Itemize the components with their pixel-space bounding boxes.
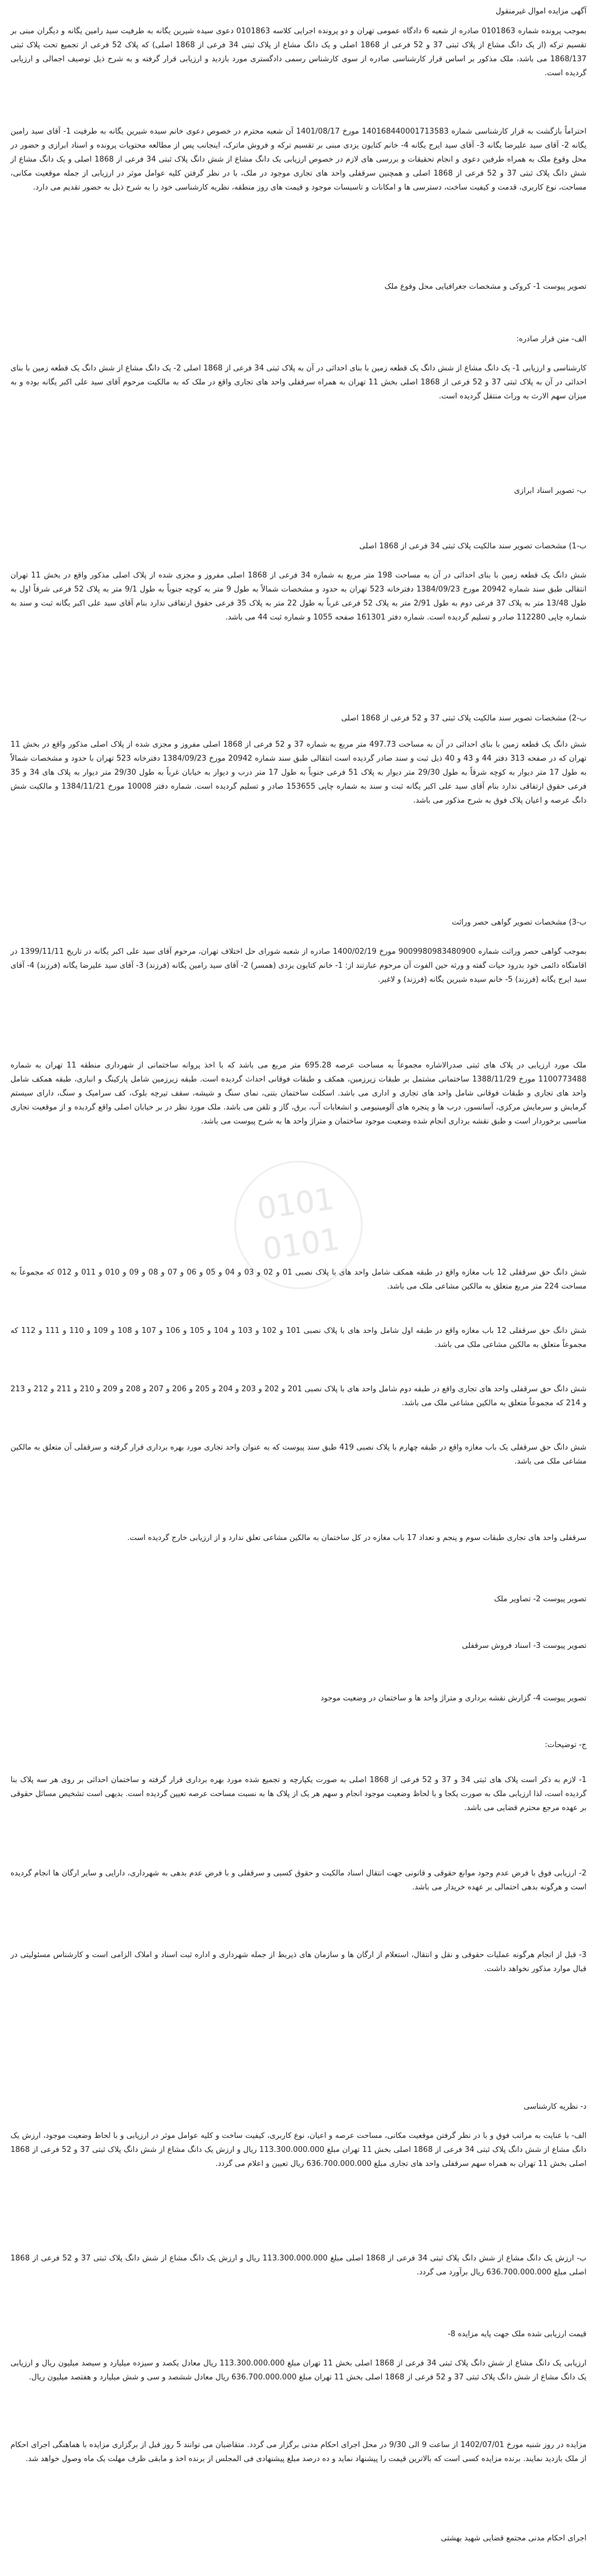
explanation-1: 1- لازم به ذکر است پلاک های ثبتی 34 و 37 و 52 فرعی از 1868 اصلی به صورت یکپارچه و تجمیع شده مورد بهره برداری قرار گرفته و ساختمان احداثی بر روی هر سه پلاک بنا گردیده است، لذا ارزیابی ملک به صورت یکجا و با لحاظ وضعیت موجود انجام و سهم هر یک از پلاک ها به نسبت مساحت عرصه تعیین گردیده است. بدیهی است تشخیص مسائل حقوقی بر عهده مرجع محترم قضایی می باشد. [10,1776,587,1812]
intro-paragraph-2: احتراماً بازگشت به قرار کارشناسی شماره 140168440001713583 مورخ 1401/08/17 آن شعبه محترم در خصوص دعوی خانم سیده شیرین یگانه به طرفیت 1- آقای سید رامین یگانه 2- آقای سید علیرضا یگانه 3- آقای سید ایرج یگانه 4- خانم کتایون یزدی مبنی بر تقسیم ترکه و فروش ماترک، اینجانب پس از مطالعه محتویات پرونده و اسناد ابرازی و حضور در محل وقوع ملک به همراه طرفین دعوی و انجام تحقیقات و بررسی های لازم در خصوص ارزیابی یک دانگ مشاع از شش دانگ پلاک ثبتی 34 فرعی از 1868 اصلی و یک دانگ مشاع از شش دانگ پلاک ثبتی 37 و 52 فرعی از 1868 اصلی و همچنین سرقفلی واحد های تجاری موجود در ملک، با در نظر گرفتن کلیه عوامل موثر در ارزیابی از جمله موقعیت مکانی، مساحت، نوع کاربری، قدمت و کیفیت ساخت، دسترسی ها و امکانات و تاسیسات موجود و قیمت های روز منطقه، نظریه کارشناسی خود را به شرح ذیل به حضور تقدیم می دارد. [10,127,587,192]
goodwill-item-1: شش دانگ حق سرقفلی 12 باب مغازه واقع در طبقه همکف شامل واحد های با پلاک نصبی 01 و 02 و 03 و 04 و 05 و 06 و 07 و 08 و 09 و 010 و 011 و 012 که مجموعاً به مساحت 224 متر مربع متعلق به مالکین مشاعی ملک می باشد. [10,1268,587,1291]
goodwill-item-2: شش دانگ حق سرقفلی 12 باب مغازه واقع در طبقه اول شامل واحد های با پلاک نصبی 101 و 102 و 103 و 104 و 105 و 106 و 107 و 108 و 109 و 110 و 111 و 112 که مجموعاً متعلق به مالکین مشاعی ملک می باشد. [10,1326,587,1349]
issuing-authority: اجرای احکام مدنی مجتمع قضایی شهید بهشتی [441,2534,587,2543]
section-alef-heading: الف- متن قرار صادره: [516,335,587,344]
goodwill-item-4: شش دانگ حق سرقفلی یک باب مغازه واقع در طبقه چهارم با پلاک نصبی 419 طبق سند پیوست که به عنوان واحد تجاری مورد بهره برداری قرار گرفته و سرقفلی آن متعلق به مالکین مشاعی ملک می باشد. [10,1443,587,1466]
watermark-line-2: 0101 [261,1222,342,1268]
attachment-3-heading: تصویر پیوست 3- اسناد فروش سرقفلی [462,1642,587,1650]
attachment-4-heading: تصویر پیوست 4- گزارش نقشه برداری و متراژ واحد ها و ساختمان در وضعیت موجود [320,1694,587,1703]
goodwill-item-3: شش دانگ حق سرقفلی واحد های تجاری واقع در طبقه دوم شامل واحد های با پلاک نصبی 201 و 202 و 203 و 204 و 205 و 206 و 207 و 208 و 209 و 210 و 211 و 212 و 213 و 214 که مجموعاً متعلق به مالکین مشاعی ملک می باشد. [10,1385,587,1408]
inheritance-certificate-heading: ب-3) مشخصات تصویر گواهی حصر وراثت [451,918,587,927]
section-jim-heading: ج- توضیحات: [545,1741,587,1749]
explanation-3: 3- قبل از انجام هرگونه عملیات حقوقی و نقل و انتقال، استعلام از ارگان ها و سازمان های ذیربط از جمله شهرداری و اداره ثبت اسناد و املاک الزامی است و کارشناس مسئولیتی در قبال موارد مذکور نخواهد داشت. [10,1951,587,1973]
watermark-line-1: 0101 [255,1181,336,1227]
property-description: ملک مورد ارزیابی در پلاک های ثبتی صدرالاشاره مجموعاً به مساحت عرصه 695.28 متر مربع می باشد که با اخذ پروانه ساختمانی از شهرداری منطقه 11 تهران به شماره 1100773488 مورخ 1388/11/29 ساختمانی مشتمل بر طبقات زیرزمین، همکف و طبقات فوقانی احداث گردیده است. طبقه زیرزمین شامل پارکینگ و انباری، طبقه همکف شامل واحد های تجاری و طبقات فوقانی شامل واحد های تجاری و اداری می باشد. اسکلت ساختمان بتنی، نمای سنگ و شیشه، سقف تیرچه بلوک، کف سرامیک و سنگ، دارای سیستم گرمایش و سرمایش مرکزی، آسانسور، درب ها و پنجره های آلومینیومی و انشعابات آب، برق، گاز و تلفن می باشد. ملک مورد نظر در بر خیابان اصلی واقع گردیده و از موقعیت تجاری مناسبی برخوردار است و طبق نقشه برداری انجام شده وضعیت موجود ساختمان و متراژ واحد ها به شرح پیوست می باشد. [10,1061,587,1126]
deed-34-text: شش دانگ یک قطعه زمین با بنای احداثی در آن به مساحت 198 متر مربع به شماره 34 فرعی از 1868 اصلی مفروز و مجزی شده از پلاک اصلی مذکور واقع در بخش 11 تهران انتقالی طبق سند شماره 20942 مورخ 1384/09/23 دفترخانه 523 تهران به حدود و مشخصات شمالاً به طول 9 متر به کوچه جنوباً به طول 9/1 متر به پلاک 52 فرعی شرقاً اول به طول 13/48 متر به پلاک 37 فرعی دوم به طول 2/91 متر به پلاک 52 فرعی غرباً به طول 22 متر به پلاک 35 فرعی حقوق ارتفاقی ندارد بنام آقای سید علی اکبر یگانه ثبت و سند به شماره چاپی 112280 صادر و تسلیم گردیده است. شماره دفتر 161301 صفحه 1055 و شماره ثبت 44 می باشد. [10,571,587,622]
section-be-heading: ب- تصویر اسناد ابرازی [514,487,587,495]
deed-37-52-heading: ب-2) مشخصات تصویر سند مالکیت پلاک ثبتی 37 و 52 فرعی از 1868 اصلی [341,714,587,723]
section-alef-text: کارشناسی و ارزیابی 1- یک دانگ مشاع از شش دانگ یک قطعه زمین با بنای احداثی در آن به پلاک ثبتی 34 فرعی از 1868 اصلی 2- یک دانگ مشاع از شش دانگ یک قطعه زمین با بنای احداثی در آن به پلاک ثبتی 37 و 52 فرعی از 1868 اصلی بخش 11 تهران به همراه سرقفلی واحد های تجاری واقع در ملک که به مالکیت مرحوم آقای سید علی اکبر یگانه بوده و به میزان سهم الارث به وراث منتقل گردیده است. [10,364,587,401]
inheritance-certificate-text: بموجب گواهی حصر وراثت شماره 9009980983480900 مورخ 1400/02/19 صادره از شعبه شورای حل اختلاف تهران، مرحوم آقای سید علی اکبر یگانه در تاریخ 1399/11/11 در اقامتگاه دائمی خود بدرود حیات گفته و ورثه حین الفوت آن مرحوم عبارتند از: 1- خانم کتایون یزدی (همسر) 2- آقای سید رامین یگانه (فرزند) 3- آقای سید علیرضا یگانه (فرزند) 4- آقای سید ایرج یگانه (فرزند) 5- خانم سیده شیرین یگانه (فرزند) و لاغیر. [10,947,587,984]
auction-terms-text: مزایده در روز شنبه مورخ 1402/07/01 از ساعت 9 الی 9/30 در محل اجرای احکام مدنی برگزار می گردد. متقاضیان می توانند 5 روز قبل از برگزاری مزایده با هماهنگی اجرای احکام از ملک بازدید نمایند. برنده مزایده کسی است که بالاترین قیمت را پیشنهاد نماید و ده درصد مبلغ پیشنهادی فی المجلس از برنده اخذ و مابقی ظرف مهلت یک ماه وصول خواهد شد. [10,2441,587,2463]
deed-37-52-text: شش دانگ یک قطعه زمین با بنای احداثی در آن به مساحت 497.73 متر مربع به شماره 37 و 52 فرعی از 1868 اصلی مفروز و مجزی شده از پلاک اصلی مذکور واقع در بخش 11 تهران که در صفحه 313 دفتر 44 و 43 و 40 ذیل ثبت و سند صادر گردیده است انتقالی طبق سند شماره 20942 مورخ 1384/09/23 دفترخانه 523 تهران با حدود و مشخصات شمالاً به طول 17 متر دیوار به کوچه شرقاً به طول 29/30 متر دیوار به پلاک 51 فرعی جنوباً به طول 17 متر درب و دیوار به خیابان غرباً به طول 29/30 متر دیوار به پلاک های 34 و 35 فرعی حقوق ارتفاقی ندارد بنام آقای سید علی اکبر یگانه ثبت و سند به شماره چاپی 153655 صادر و تسلیم گردیده است. شماره دفتر 10008 مورخ 1384/11/21 و مالکیت شش دانگ عرصه و اعیان پلاک فوق به شرح مذکور می باشد. [10,740,587,805]
page-title: آگهی مزایده اموال غیرمنقول [496,7,587,16]
auction-price-heading: قیمت ارزیابی شده ملک جهت پایه مزایده 8- [448,2330,587,2339]
intro-paragraph-1: بموجب پرونده شماره 0101863 صادره از شعبه 6 دادگاه عمومی تهران و دو پرونده اجرایی کلاسه 0101863 دعوی سیده شیرین یگانه به طرفیت سید رامین یگانه و دیگران مبنی بر تقسیم ترکه (از یک دانگ مشاع از پلاک ثبتی 37 و 52 فرعی از 1868 اصلی و یک دانگ مشاع از پلاک ثبتی 34 فرعی از 1868 اصلی) که پلاک 52 فرعی از تجمیع تحت پلاک ثبتی 1868/137 می باشد، ملک مذکور بر اساس قرار کارشناسی صادره از سوی کارشناس رسمی دادگستری مورد بازدید و ارزیابی قرار گرفته و به شرح ذیل توصیف اجمالی و ارزیابی گردیده است. [10,27,587,78]
section-dal-heading: د- نظریه کارشناسی [524,2102,587,2111]
attachment-2-heading: تصویر پیوست 2- تصاویر ملک [494,1595,587,1604]
auction-price-text: ارزیابی یک دانگ مشاع از شش دانگ پلاک ثبتی 34 فرعی از 1868 اصلی بخش 11 تهران مبلغ 113.300.000.000 ریال معادل یکصد و سیزده میلیارد و سیصد میلیون ریال و ارزیابی یک دانگ مشاع از شش دانگ پلاک ثبتی 37 و 52 فرعی از 1868 اصلی بخش 11 تهران مبلغ 636.700.000.000 ریال معادل ششصد و سی و شش میلیارد و هفتصد میلیون ریال. [10,2359,587,2382]
explanation-2: 2- ارزیابی فوق با فرض عدم وجود موانع حقوقی و قانونی جهت انتقال اسناد مالکیت و حقوق کسبی و سرقفلی و با فرض عدم بدهی به شهرداری، دارایی و سایر ارگان ها انجام گردیده است و هرگونه بدهی احتمالی بر عهده خریدار می باشد. [10,1869,587,1892]
expert-opinion-alef: الف- با عنایت به مراتب فوق و با در نظر گرفتن موقعیت مکانی، مساحت عرصه و اعیان، نوع کاربری، کیفیت ساخت و کلیه عوامل موثر در ارزیابی و با لحاظ وضعیت موجود، ارزش یک دانگ مشاع از شش دانگ پلاک ثبتی 34 فرعی از 1868 اصلی بخش 11 تهران مبلغ 113.300.000.000 ریال و ارزش یک دانگ مشاع از شش دانگ پلاک ثبتی 37 و 52 فرعی از 1868 اصلی بخش 11 تهران به همراه سهم سرقفلی واحد های تجاری مبلغ 636.700.000.000 ریال تعیین و اعلام می گردد. [10,2132,587,2168]
goodwill-note: سرقفلی واحد های تجاری طبقات سوم و پنجم و تعداد 17 باب مغازه در کل ساختمان به مالکین مشاعی تعلق ندارد و از ارزیابی خارج گردیده است. [127,1534,587,1542]
attachment-1-heading: تصویر پیوست 1- کروکی و مشخصات جغرافیایی محل وقوع ملک [384,282,587,291]
deed-34-heading: ب-1) مشخصات تصویر سند مالکیت پلاک ثبتی 34 فرعی از 1868 اصلی [359,542,587,551]
expert-opinion-be: ب- ارزش یک دانگ مشاع از شش دانگ پلاک ثبتی 34 فرعی از 1868 اصلی مبلغ 113.300.000.000 ریال و ارزش یک دانگ مشاع از شش دانگ پلاک ثبتی 37 و 52 فرعی از 1868 اصلی مبلغ 636.700.000.000 ریال برآورد می گردد. [10,2254,587,2277]
